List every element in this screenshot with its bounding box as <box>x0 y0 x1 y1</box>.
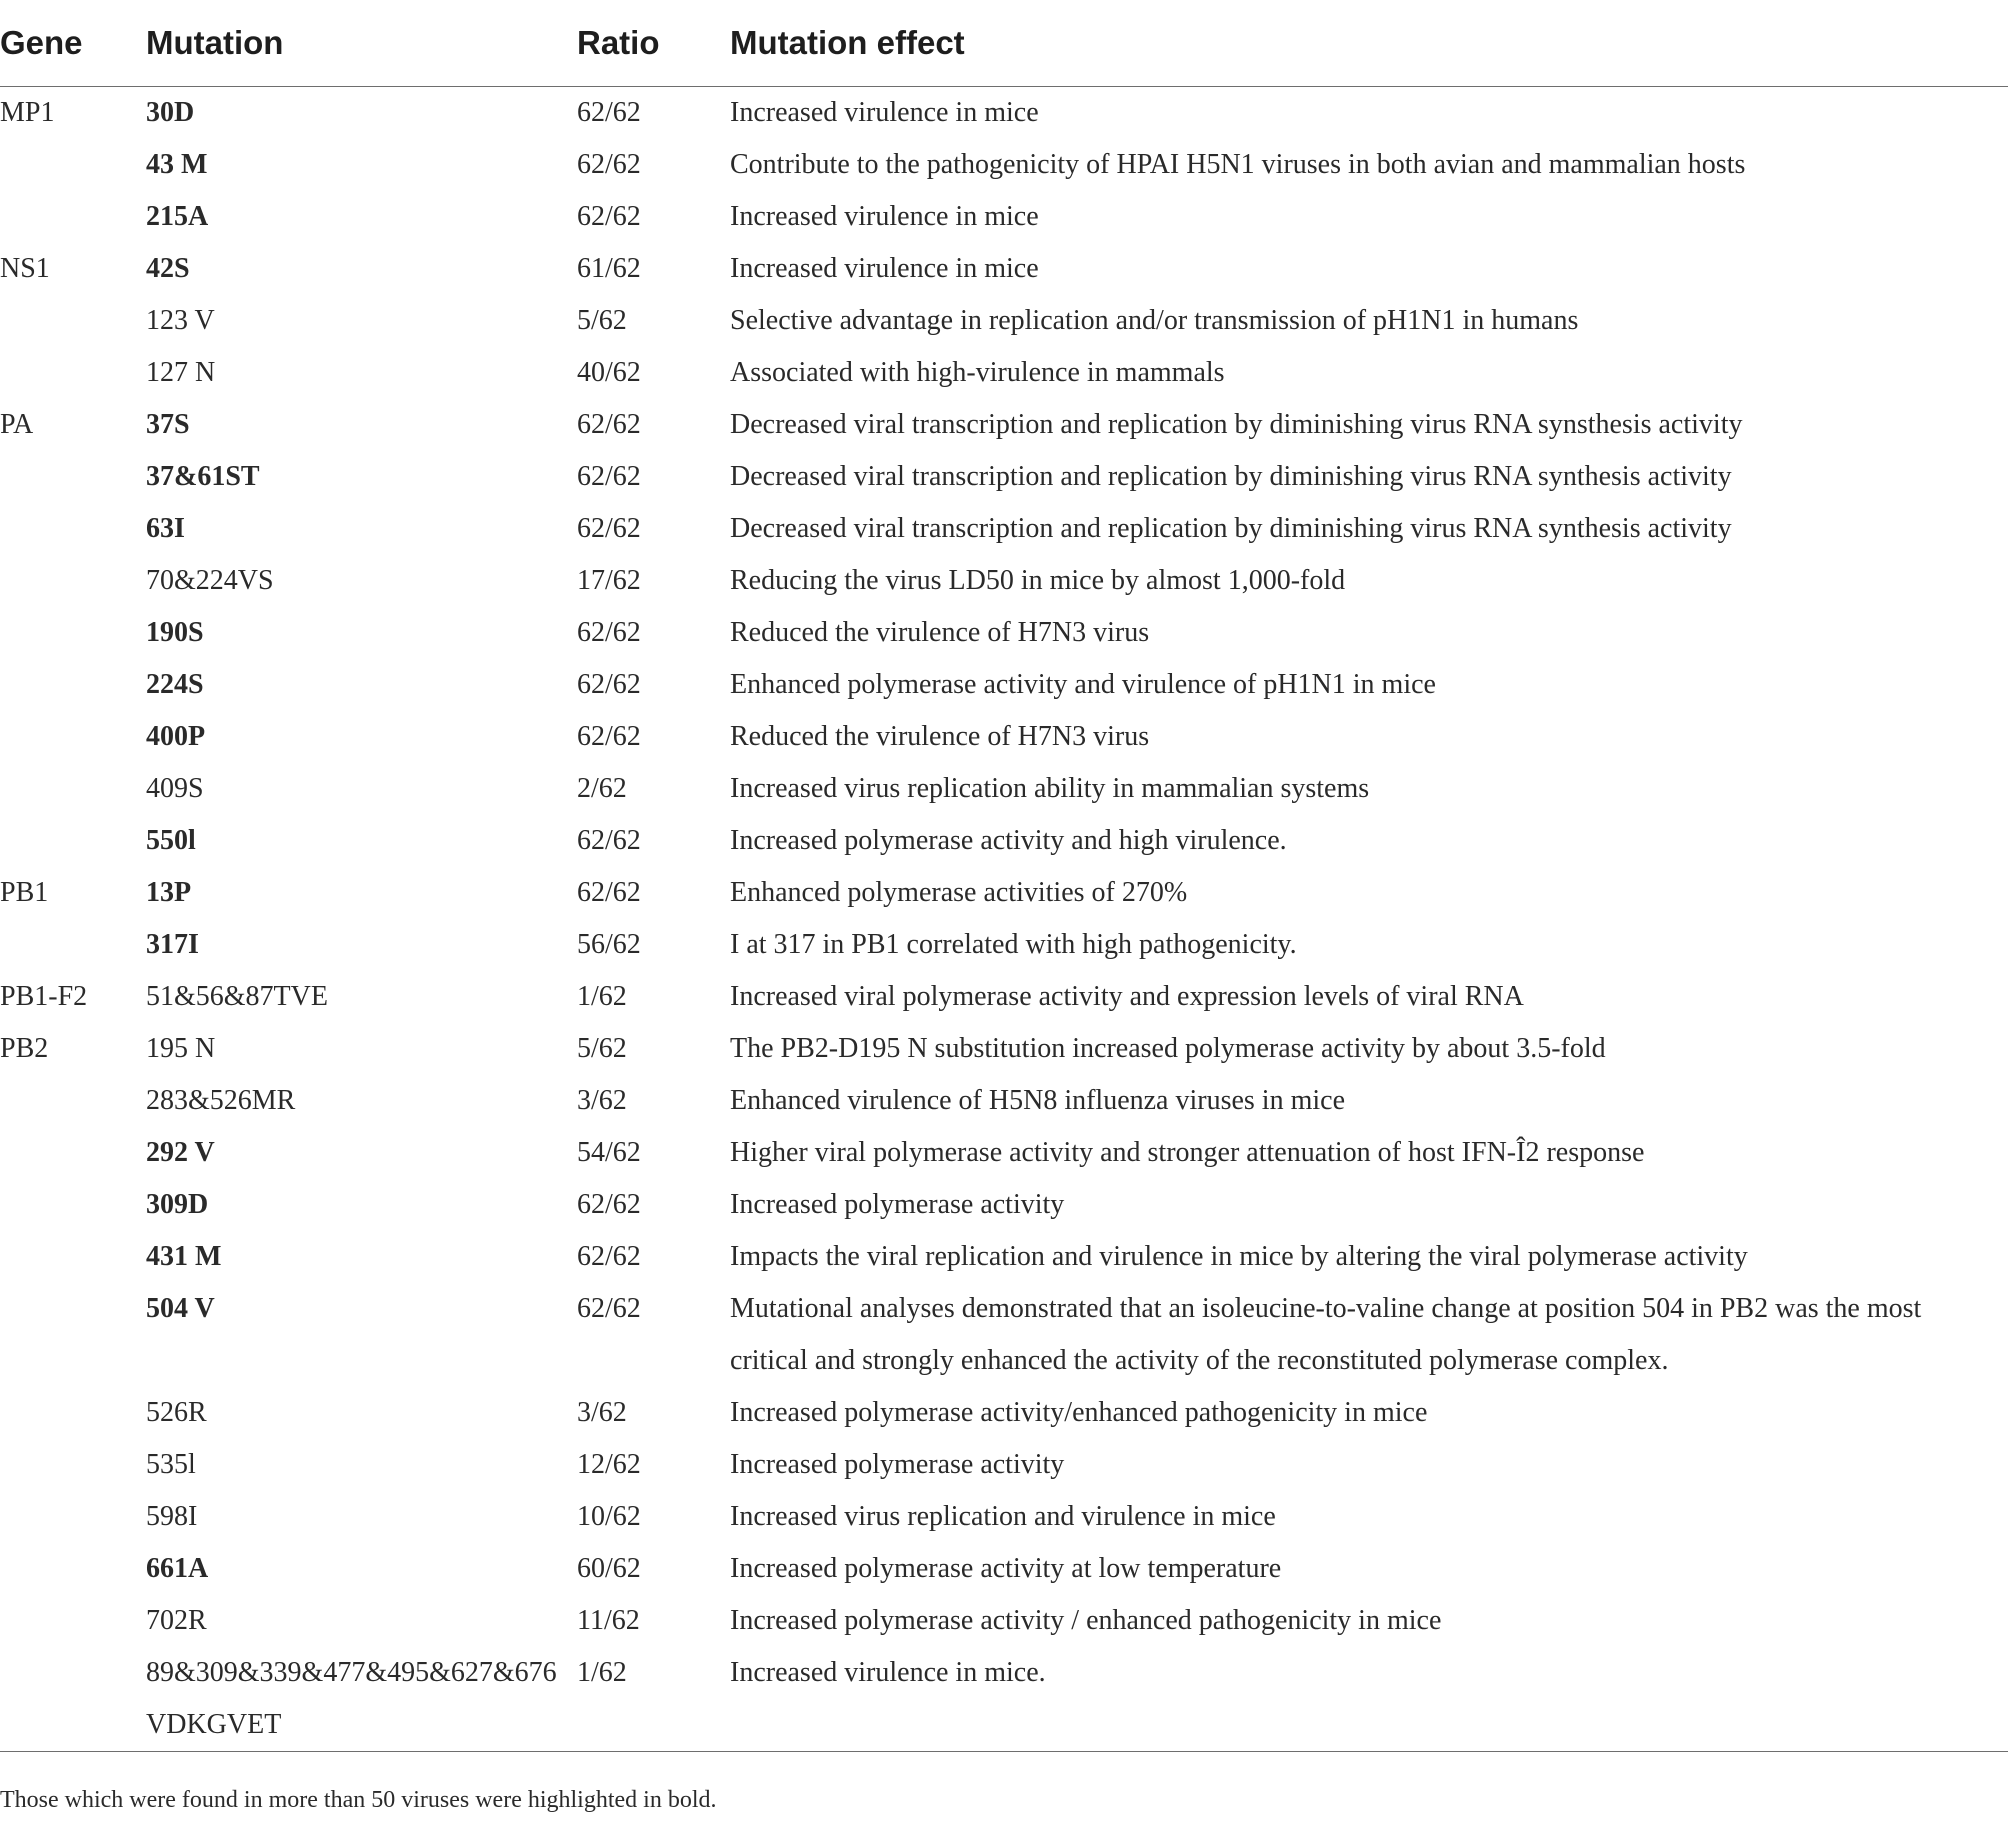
cell-mutation-effect: Increased polymerase activity and high virulence. <box>730 825 1287 856</box>
cell-mutation-effect: Increased virulence in mice <box>730 201 1039 232</box>
cell-gene: PB1 <box>0 877 49 908</box>
cell-ratio: 11/62 <box>577 1605 640 1636</box>
cell-mutation: 89&309&339&477&495&627&676 VDKGVET <box>146 1647 577 1752</box>
cell-mutation: 702R <box>146 1605 207 1636</box>
cell-gene <box>0 191 146 243</box>
cell-gene <box>0 1491 146 1543</box>
cell-gene <box>0 711 146 763</box>
cell-mutation: 504 V <box>146 1293 215 1324</box>
cell-gene <box>0 763 146 815</box>
cell-mutation: 317I <box>146 929 199 960</box>
cell-ratio: 3/62 <box>577 1085 627 1116</box>
cell-mutation-effect: Higher viral polymerase activity and stronger attenuation of host IFN-Î2 response <box>730 1137 1645 1168</box>
table-row <box>0 503 2008 555</box>
cell-mutation-effect: Contribute to the pathogenicity of HPAI H5N1 viruses in both avian and mammalian hosts <box>730 149 1746 180</box>
table-header-row <box>0 0 2008 87</box>
cell-mutation-effect: Selective advantage in replication and/or transmission of pH1N1 in humans <box>730 305 1579 336</box>
cell-mutation: 127 N <box>146 357 216 388</box>
cell-ratio: 62/62 <box>577 1189 641 1220</box>
cell-ratio: 62/62 <box>577 201 641 232</box>
cell-mutation-effect: Decreased viral transcription and replication by diminishing virus RNA synthesis activity <box>730 461 1732 492</box>
cell-mutation: 409S <box>146 773 204 804</box>
header-gene: Gene <box>0 0 146 87</box>
table-row <box>0 451 2008 503</box>
cell-mutation-effect: Reduced the virulence of H7N3 virus <box>730 617 1150 648</box>
table-row <box>0 139 2008 191</box>
cell-ratio: 2/62 <box>577 773 627 804</box>
cell-gene <box>0 1231 146 1283</box>
cell-ratio: 62/62 <box>577 1241 641 1272</box>
cell-gene <box>0 1075 146 1127</box>
table-row <box>0 555 2008 607</box>
cell-mutation-effect: Increased polymerase activity <box>730 1189 1065 1220</box>
cell-gene <box>0 607 146 659</box>
cell-gene <box>0 347 146 399</box>
cell-mutation-effect: Increased virulence in mice <box>730 97 1039 128</box>
cell-mutation: 190S <box>146 617 204 648</box>
cell-mutation-effect: Increased polymerase activity/enhanced pathogenicity in mice <box>730 1397 1428 1428</box>
cell-ratio: 62/62 <box>577 409 641 440</box>
cell-mutation: 70&224VS <box>146 565 274 596</box>
table-row <box>0 711 2008 763</box>
cell-mutation-effect: Decreased viral transcription and replication by diminishing virus RNA synthesis activity <box>730 513 1732 544</box>
table-body <box>0 87 2008 1752</box>
cell-mutation-effect: Decreased viral transcription and replication by diminishing virus RNA synsthesis activity <box>730 409 1743 440</box>
cell-mutation-effect: The PB2-D195 N substitution increased polymerase activity by about 3.5-fold <box>730 1033 1606 1064</box>
cell-gene <box>0 1595 146 1647</box>
cell-mutation: 292 V <box>146 1137 215 1168</box>
cell-gene <box>0 295 146 347</box>
table-row <box>0 191 2008 243</box>
cell-mutation: 37&61ST <box>146 461 260 492</box>
cell-mutation: 42S <box>146 253 190 284</box>
cell-mutation: 400P <box>146 721 206 752</box>
table-row <box>0 295 2008 347</box>
table-row <box>0 763 2008 815</box>
cell-ratio: 3/62 <box>577 1397 627 1428</box>
table-row <box>0 1387 2008 1439</box>
table-row <box>0 1127 2008 1179</box>
cell-ratio: 62/62 <box>577 877 641 908</box>
cell-ratio: 56/62 <box>577 929 641 960</box>
cell-mutation: 63I <box>146 513 185 544</box>
cell-ratio: 62/62 <box>577 721 641 752</box>
cell-mutation: 43 M <box>146 149 208 180</box>
table-row <box>0 607 2008 659</box>
cell-ratio: 62/62 <box>577 149 641 180</box>
cell-mutation-effect: I at 317 in PB1 correlated with high pathogenicity. <box>730 929 1297 960</box>
cell-mutation-effect: Increased polymerase activity at low temperature <box>730 1553 1282 1584</box>
cell-mutation: 30D <box>146 97 195 128</box>
cell-ratio: 62/62 <box>577 461 641 492</box>
cell-ratio: 62/62 <box>577 513 641 544</box>
cell-gene <box>0 1179 146 1231</box>
cell-gene <box>0 659 146 711</box>
cell-gene <box>0 1439 146 1491</box>
cell-ratio: 54/62 <box>577 1137 641 1168</box>
table-row <box>0 1491 2008 1543</box>
cell-gene <box>0 451 146 503</box>
header-mutation: Mutation <box>146 0 577 87</box>
cell-mutation-effect: Increased virulence in mice. <box>730 1647 2008 1752</box>
table-row <box>0 1595 2008 1647</box>
cell-mutation-effect: Increased polymerase activity <box>730 1449 1065 1480</box>
cell-gene: PB2 <box>0 1033 49 1064</box>
cell-mutation: 661A <box>146 1553 209 1584</box>
cell-gene <box>0 1387 146 1439</box>
cell-mutation-effect: Increased virus replication and virulence in mice <box>730 1501 1276 1532</box>
table-row <box>0 87 2008 140</box>
cell-mutation-effect: Enhanced polymerase activity and virulence of pH1N1 in mice <box>730 669 1436 700</box>
cell-mutation-effect: Increased viral polymerase activity and expression levels of viral RNA <box>730 981 1524 1012</box>
cell-ratio: 12/62 <box>577 1449 641 1480</box>
table-row <box>0 1231 2008 1283</box>
cell-mutation: 431 M <box>146 1241 222 1272</box>
cell-gene: PA <box>0 409 34 440</box>
cell-gene: NS1 <box>0 253 50 284</box>
cell-ratio: 60/62 <box>577 1553 641 1584</box>
cell-gene: PB1-F2 <box>0 981 88 1012</box>
table-row <box>0 399 2008 451</box>
cell-ratio: 62/62 <box>577 1293 641 1324</box>
cell-mutation: 123 V <box>146 305 215 336</box>
cell-mutation: 51&56&87TVE <box>146 981 328 1012</box>
cell-gene: MP1 <box>0 97 55 128</box>
cell-mutation: 526R <box>146 1397 207 1428</box>
cell-ratio: 62/62 <box>577 669 641 700</box>
cell-gene <box>0 1647 146 1752</box>
cell-ratio: 61/62 <box>577 253 641 284</box>
cell-mutation: 309D <box>146 1189 209 1220</box>
cell-ratio: 1/62 <box>577 1647 730 1752</box>
cell-mutation-effect: Associated with high-virulence in mammals <box>730 357 1225 388</box>
table-row <box>0 1023 2008 1075</box>
table-row <box>0 1075 2008 1127</box>
cell-gene <box>0 503 146 555</box>
cell-ratio: 17/62 <box>577 565 641 596</box>
cell-mutation: 550l <box>146 825 196 856</box>
cell-mutation-effect: Reducing the virus LD50 in mice by almost 1,000-fold <box>730 565 1346 596</box>
cell-mutation-effect: Increased virus replication ability in mammalian systems <box>730 773 1370 804</box>
cell-ratio: 1/62 <box>577 981 627 1012</box>
cell-ratio: 10/62 <box>577 1501 641 1532</box>
table-row <box>0 919 2008 971</box>
cell-ratio: 40/62 <box>577 357 641 388</box>
cell-gene <box>0 555 146 607</box>
cell-mutation-effect: Increased polymerase activity / enhanced pathogenicity in mice <box>730 1605 1442 1636</box>
cell-mutation-effect: Reduced the virulence of H7N3 virus <box>730 721 1150 752</box>
table-row <box>0 1283 2008 1387</box>
cell-gene <box>0 1283 146 1387</box>
cell-mutation: 535l <box>146 1449 196 1480</box>
header-mutation-effect: Mutation effect <box>730 0 2008 87</box>
table-row <box>0 867 2008 919</box>
cell-gene <box>0 919 146 971</box>
cell-ratio: 62/62 <box>577 825 641 856</box>
cell-mutation-effect: Impacts the viral replication and virulence in mice by altering the viral polymerase activity <box>730 1241 1748 1272</box>
table-row <box>0 243 2008 295</box>
cell-ratio: 5/62 <box>577 305 627 336</box>
cell-gene <box>0 139 146 191</box>
cell-ratio: 62/62 <box>577 97 641 128</box>
cell-mutation: 224S <box>146 669 204 700</box>
table-row <box>0 815 2008 867</box>
table-footnote: Those which were found in more than 50 viruses were highlighted in bold. <box>0 1787 717 1813</box>
cell-mutation-effect: Mutational analyses demonstrated that an isoleucine-to-valine change at position 504 in PB2 was the most critical and strongly enhanced the activity of the reconstituted polymerase complex. <box>730 1293 1922 1376</box>
cell-gene <box>0 1127 146 1179</box>
cell-gene <box>0 815 146 867</box>
cell-ratio: 62/62 <box>577 617 641 648</box>
cell-mutation: 195 N <box>146 1033 216 1064</box>
cell-ratio: 5/62 <box>577 1033 627 1064</box>
cell-mutation-effect: Enhanced virulence of H5N8 influenza viruses in mice <box>730 1085 1346 1116</box>
cell-mutation: 598I <box>146 1501 198 1532</box>
header-ratio: Ratio <box>577 0 730 87</box>
table-row <box>0 1647 2008 1752</box>
cell-mutation: 13P <box>146 877 192 908</box>
table-row <box>0 1543 2008 1595</box>
cell-gene <box>0 1543 146 1595</box>
table-row <box>0 347 2008 399</box>
cell-mutation-effect: Enhanced polymerase activities of 270% <box>730 877 1188 908</box>
cell-mutation: 37S <box>146 409 190 440</box>
table-row <box>0 1439 2008 1491</box>
cell-mutation: 215A <box>146 201 209 232</box>
table-row <box>0 659 2008 711</box>
cell-mutation: 283&526MR <box>146 1085 296 1116</box>
table-row <box>0 1179 2008 1231</box>
table-row <box>0 971 2008 1023</box>
cell-mutation-effect: Increased virulence in mice <box>730 253 1039 284</box>
